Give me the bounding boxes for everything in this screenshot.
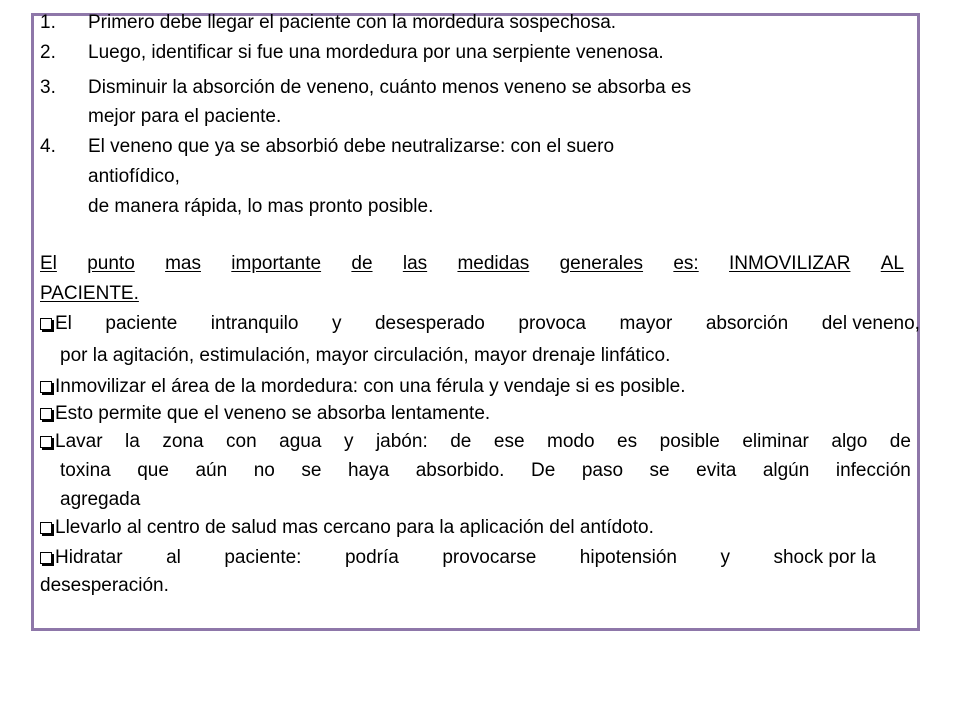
word: mayor [619, 313, 673, 334]
word: no [253, 460, 275, 481]
word: modo [547, 431, 595, 452]
bullet-text-continued: por la agitación, estimulación, mayor circulación, mayor drenaje linfático. [60, 345, 671, 366]
item-text: Luego, identificar si fue una mordedura por una serpiente venenosa. [88, 42, 664, 63]
word: Hidratar [40, 546, 123, 570]
word: ese [493, 431, 525, 452]
word: desesperado [374, 313, 485, 334]
item-text: El veneno que ya se absorbió debe neutralizarse: con el suero [88, 136, 615, 157]
key-point-line-end: PACIENTE. [40, 283, 139, 304]
word: de [889, 431, 911, 452]
key-point-line [40, 252, 904, 276]
word: eliminar [742, 431, 809, 452]
word: agua [279, 431, 322, 452]
word: es [617, 431, 638, 452]
checkbox-bullet-icon [40, 552, 52, 564]
word: absorción [705, 313, 789, 334]
word: medidas [457, 253, 530, 274]
word: El [40, 312, 72, 336]
word: intranquilo [210, 313, 299, 334]
word: provocarse [442, 547, 537, 568]
word: absorbido. [415, 460, 505, 481]
word: Lavar [40, 430, 103, 454]
word: con [226, 431, 257, 452]
bullet-line: Inmovilizar el área de la mordedura: con una férula y vendaje si es posible. [40, 375, 686, 399]
word: se [301, 460, 322, 481]
word: de [450, 431, 472, 452]
word: podría [344, 547, 399, 568]
word: de [351, 253, 373, 274]
word: y [331, 313, 342, 334]
bullet-line: Llevarlo al centro de salud mas cercano para la aplicación del antídoto. [40, 516, 654, 540]
word: AL [880, 253, 904, 274]
word: hipotensión [579, 547, 677, 568]
item-text-continued: antiofídico, [88, 166, 180, 187]
item-text-continued: de manera rápida, lo mas pronto posible. [88, 196, 434, 217]
word: evita [696, 460, 737, 481]
word: El [40, 253, 57, 274]
bullet-line [40, 430, 911, 454]
item-number: 2. [40, 42, 56, 63]
word: del veneno, [821, 313, 920, 334]
word: zona [162, 431, 204, 452]
word: provoca [518, 313, 586, 334]
word: INMOVILIZAR [729, 253, 851, 274]
item-number: 3. [40, 77, 56, 98]
checkbox-bullet-icon [40, 436, 52, 448]
checkbox-bullet-icon [40, 318, 52, 330]
word: aún [195, 460, 228, 481]
word: algo [831, 431, 868, 452]
bullet-line [40, 546, 876, 570]
bullet-text-continued: desesperación. [40, 575, 169, 596]
word: paciente: [224, 547, 302, 568]
word: mas [165, 253, 201, 274]
bullet-line-continued [60, 459, 911, 483]
word: infección [835, 460, 911, 481]
word: algún [762, 460, 810, 481]
word: De [530, 460, 556, 481]
word: paso [581, 460, 624, 481]
word: al [166, 547, 181, 568]
word: que [137, 460, 169, 481]
word: y [720, 547, 730, 568]
bullet-line [40, 312, 920, 336]
checkbox-bullet-icon [40, 381, 52, 393]
item-number: 1. [40, 12, 56, 33]
item-text-continued: mejor para el paciente. [88, 106, 282, 127]
word: paciente [105, 313, 178, 334]
word: generales [559, 253, 644, 274]
word: se [649, 460, 670, 481]
word: la [125, 431, 140, 452]
word: toxina [60, 460, 111, 481]
checkbox-bullet-icon [40, 522, 52, 534]
item-number: 4. [40, 136, 56, 157]
bullet-line: Esto permite que el veneno se absorba lentamente. [40, 402, 490, 426]
word: las [402, 253, 428, 274]
word: y [343, 431, 354, 452]
bullet-text-continued: agregada [60, 489, 141, 510]
word: importante [231, 253, 322, 274]
word: shock por la [773, 547, 876, 568]
word: posible [659, 431, 720, 452]
item-text: Disminuir la absorción de veneno, cuánto menos veneno se absorba es [88, 77, 692, 98]
item-text: Primero debe llegar el paciente con la mordedura sospechosa. [88, 12, 617, 33]
word: punto [87, 253, 135, 274]
word: haya [347, 460, 390, 481]
checkbox-bullet-icon [40, 408, 52, 420]
word: es: [673, 253, 699, 274]
word: jabón: [375, 431, 428, 452]
